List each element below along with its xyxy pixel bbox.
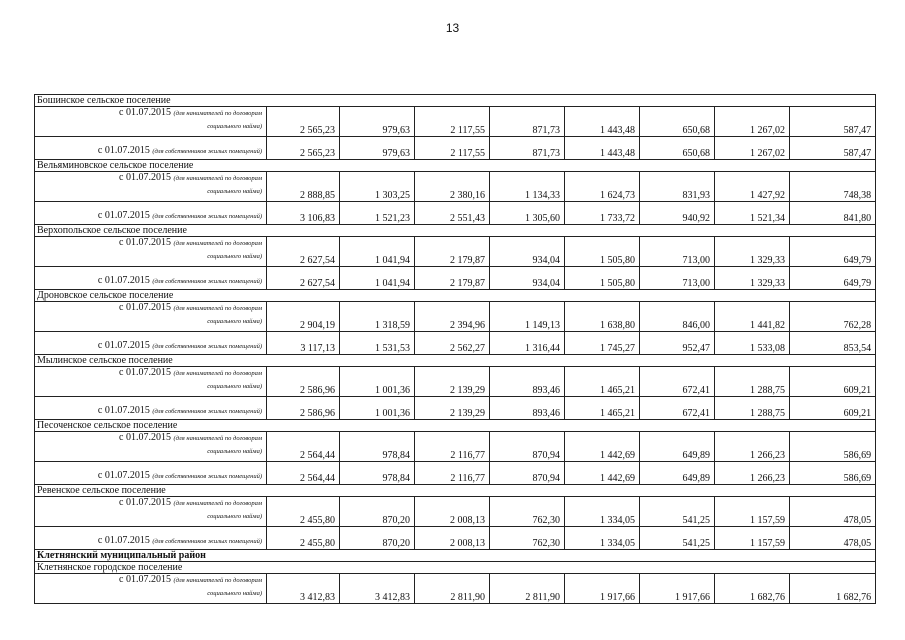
row-label-line-1 xyxy=(39,172,262,184)
table-row xyxy=(35,237,876,267)
row-note-2: социального найма) xyxy=(207,448,262,455)
table-row xyxy=(35,367,876,397)
section-name: Вельяминовское сельское поселение xyxy=(35,160,876,172)
value-cell: 841,80 xyxy=(790,202,876,225)
value-cell: 1 505,80 xyxy=(565,237,640,267)
value-cell: 2 394,96 xyxy=(415,302,490,332)
section-header-row xyxy=(35,95,876,107)
row-label xyxy=(35,332,267,355)
value-cell: 1 334,05 xyxy=(565,497,640,527)
value-cell: 1 157,59 xyxy=(715,497,790,527)
row-label xyxy=(35,497,267,527)
value-cell: 672,41 xyxy=(640,367,715,397)
value-cell: 478,05 xyxy=(790,497,876,527)
value-cell: 978,84 xyxy=(340,432,415,462)
value-cell: 2 179,87 xyxy=(415,267,490,290)
table-row xyxy=(35,432,876,462)
table-row xyxy=(35,462,876,485)
section-name: Верхопольское сельское поселение xyxy=(35,225,876,237)
table-row xyxy=(35,574,876,604)
section-name: Ревенское сельское поселение xyxy=(35,485,876,497)
row-note: (для нанимателей по договорам xyxy=(173,435,262,442)
value-cell: 3 117,13 xyxy=(267,332,340,355)
value-cell: 2 562,27 xyxy=(415,332,490,355)
row-label-line-1 xyxy=(39,302,262,314)
row-label xyxy=(35,202,267,225)
section-name: Мылинское сельское поселение xyxy=(35,355,876,367)
row-date: с 01.07.2015 xyxy=(119,367,171,378)
row-label xyxy=(35,107,267,137)
value-cell: 2 551,43 xyxy=(415,202,490,225)
row-note-2: социального найма) xyxy=(207,123,262,130)
value-cell: 2 811,90 xyxy=(415,574,490,604)
value-cell: 541,25 xyxy=(640,527,715,550)
row-label-line-1 xyxy=(39,497,262,509)
row-date: с 01.07.2015 xyxy=(119,497,171,508)
value-cell: 1 305,60 xyxy=(490,202,565,225)
value-cell: 2 627,54 xyxy=(267,267,340,290)
row-date: с 01.07.2015 xyxy=(97,535,150,546)
row-label xyxy=(35,397,267,420)
value-cell: 1 465,21 xyxy=(565,397,640,420)
value-cell: 1 531,53 xyxy=(340,332,415,355)
value-cell: 2 117,55 xyxy=(415,107,490,137)
row-note: (для нанимателей по договорам xyxy=(173,577,262,584)
value-cell: 1 917,66 xyxy=(565,574,640,604)
value-cell: 870,20 xyxy=(340,497,415,527)
value-cell: 2 116,77 xyxy=(415,462,490,485)
value-cell: 1 318,59 xyxy=(340,302,415,332)
section-header-row xyxy=(35,485,876,497)
value-cell: 1 465,21 xyxy=(565,367,640,397)
row-label xyxy=(35,527,267,550)
section-header-row xyxy=(35,562,876,574)
table-row xyxy=(35,267,876,290)
row-date: с 01.07.2015 xyxy=(97,405,150,416)
value-cell: 846,00 xyxy=(640,302,715,332)
section-header-row xyxy=(35,225,876,237)
value-cell: 3 412,83 xyxy=(340,574,415,604)
row-note: (для собственников жилых помещений) xyxy=(152,473,262,480)
table-row xyxy=(35,137,876,160)
value-cell: 1 533,08 xyxy=(715,332,790,355)
value-cell: 978,84 xyxy=(340,462,415,485)
value-cell: 649,79 xyxy=(790,267,876,290)
row-date: с 01.07.2015 xyxy=(97,210,150,221)
value-cell: 1 288,75 xyxy=(715,367,790,397)
row-note: (для нанимателей по договорам xyxy=(173,370,262,377)
row-note-2: социального найма) xyxy=(207,253,262,260)
row-note-2: социального найма) xyxy=(207,188,262,195)
value-cell: 1 733,72 xyxy=(565,202,640,225)
table-row xyxy=(35,172,876,202)
table-row xyxy=(35,497,876,527)
value-cell: 1 303,25 xyxy=(340,172,415,202)
row-date: с 01.07.2015 xyxy=(119,302,171,313)
section-name: Бошинское сельское поселение xyxy=(35,95,876,107)
tariff-table xyxy=(34,94,876,604)
row-date: с 01.07.2015 xyxy=(119,237,171,248)
row-note-2: социального найма) xyxy=(207,513,262,520)
value-cell: 934,04 xyxy=(490,237,565,267)
row-note-2: социального найма) xyxy=(207,590,262,597)
table-row xyxy=(35,332,876,355)
row-label-line-1 xyxy=(39,237,262,249)
value-cell: 1 041,94 xyxy=(340,237,415,267)
value-cell: 1 266,23 xyxy=(715,432,790,462)
value-cell: 1 443,48 xyxy=(565,137,640,160)
value-cell: 1 001,36 xyxy=(340,367,415,397)
row-note: (для собственников жилых помещений) xyxy=(152,408,262,415)
value-cell: 2 888,85 xyxy=(267,172,340,202)
value-cell: 649,79 xyxy=(790,237,876,267)
row-label xyxy=(35,432,267,462)
value-cell: 748,38 xyxy=(790,172,876,202)
value-cell: 672,41 xyxy=(640,397,715,420)
value-cell: 587,47 xyxy=(790,137,876,160)
value-cell: 713,00 xyxy=(640,237,715,267)
value-cell: 2 565,23 xyxy=(267,107,340,137)
row-label-line-1 xyxy=(39,574,262,586)
table-row xyxy=(35,107,876,137)
value-cell: 979,63 xyxy=(340,107,415,137)
value-cell: 2 811,90 xyxy=(490,574,565,604)
row-note: (для нанимателей по договорам xyxy=(173,500,262,507)
section-name: Клетнянское городское поселение xyxy=(35,562,876,574)
row-note-2: социального найма) xyxy=(207,383,262,390)
row-date: с 01.07.2015 xyxy=(97,340,150,351)
value-cell: 1 266,23 xyxy=(715,462,790,485)
row-label xyxy=(35,574,267,604)
value-cell: 934,04 xyxy=(490,267,565,290)
value-cell: 1 134,33 xyxy=(490,172,565,202)
value-cell: 1 745,27 xyxy=(565,332,640,355)
value-cell: 2 179,87 xyxy=(415,237,490,267)
value-cell: 650,68 xyxy=(640,137,715,160)
table-row xyxy=(35,527,876,550)
value-cell: 2 380,16 xyxy=(415,172,490,202)
row-note: (для собственников жилых помещений) xyxy=(152,538,262,545)
value-cell: 1 316,44 xyxy=(490,332,565,355)
table-row xyxy=(35,202,876,225)
row-note: (для собственников жилых помещений) xyxy=(152,343,262,350)
value-cell: 1 334,05 xyxy=(565,527,640,550)
row-label xyxy=(35,137,267,160)
value-cell: 478,05 xyxy=(790,527,876,550)
value-cell: 1 442,69 xyxy=(565,432,640,462)
value-cell: 650,68 xyxy=(640,107,715,137)
value-cell: 587,47 xyxy=(790,107,876,137)
value-cell: 853,54 xyxy=(790,332,876,355)
row-label-line-1 xyxy=(39,367,262,379)
value-cell: 762,30 xyxy=(490,497,565,527)
value-cell: 871,73 xyxy=(490,107,565,137)
row-label xyxy=(35,462,267,485)
table-row xyxy=(35,397,876,420)
row-note: (для нанимателей по договорам xyxy=(173,175,262,182)
value-cell: 2 627,54 xyxy=(267,237,340,267)
section-header-row xyxy=(35,550,876,562)
value-cell: 2 139,29 xyxy=(415,397,490,420)
row-note: (для нанимателей по договорам xyxy=(173,240,262,247)
value-cell: 2 117,55 xyxy=(415,137,490,160)
value-cell: 649,89 xyxy=(640,432,715,462)
value-cell: 1 917,66 xyxy=(640,574,715,604)
value-cell: 609,21 xyxy=(790,367,876,397)
value-cell: 2 564,44 xyxy=(267,432,340,462)
value-cell: 586,69 xyxy=(790,462,876,485)
value-cell: 979,63 xyxy=(340,137,415,160)
row-label xyxy=(35,367,267,397)
row-label xyxy=(35,267,267,290)
row-date: с 01.07.2015 xyxy=(119,172,171,183)
value-cell: 609,21 xyxy=(790,397,876,420)
value-cell: 870,94 xyxy=(490,432,565,462)
value-cell: 1 441,82 xyxy=(715,302,790,332)
row-label-line-1 xyxy=(39,107,262,119)
row-date: с 01.07.2015 xyxy=(119,107,171,118)
section-header-row xyxy=(35,160,876,172)
row-note: (для собственников жилых помещений) xyxy=(152,148,262,155)
value-cell: 1 157,59 xyxy=(715,527,790,550)
value-cell: 649,89 xyxy=(640,462,715,485)
value-cell: 1 682,76 xyxy=(715,574,790,604)
row-date: с 01.07.2015 xyxy=(119,432,171,443)
value-cell: 1 427,92 xyxy=(715,172,790,202)
value-cell: 2 564,44 xyxy=(267,462,340,485)
section-header-row xyxy=(35,355,876,367)
value-cell: 2 455,80 xyxy=(267,497,340,527)
value-cell: 1 442,69 xyxy=(565,462,640,485)
value-cell: 541,25 xyxy=(640,497,715,527)
row-date: с 01.07.2015 xyxy=(97,275,150,286)
value-cell: 586,69 xyxy=(790,432,876,462)
row-label xyxy=(35,302,267,332)
value-cell: 1 638,80 xyxy=(565,302,640,332)
value-cell: 893,46 xyxy=(490,397,565,420)
value-cell: 2 008,13 xyxy=(415,527,490,550)
value-cell: 3 106,83 xyxy=(267,202,340,225)
value-cell: 2 565,23 xyxy=(267,137,340,160)
value-cell: 1 521,34 xyxy=(715,202,790,225)
section-header-row xyxy=(35,420,876,432)
value-cell: 713,00 xyxy=(640,267,715,290)
value-cell: 1 505,80 xyxy=(565,267,640,290)
value-cell: 1 443,48 xyxy=(565,107,640,137)
value-cell: 2 455,80 xyxy=(267,527,340,550)
value-cell: 952,47 xyxy=(640,332,715,355)
value-cell: 1 267,02 xyxy=(715,137,790,160)
value-cell: 1 329,33 xyxy=(715,267,790,290)
row-label-line-1 xyxy=(39,432,262,444)
page-number: 13 xyxy=(445,21,460,35)
value-cell: 762,30 xyxy=(490,527,565,550)
row-note: (для собственников жилых помещений) xyxy=(152,278,262,285)
value-cell: 1 682,76 xyxy=(790,574,876,604)
value-cell: 2 586,96 xyxy=(267,397,340,420)
value-cell: 1 329,33 xyxy=(715,237,790,267)
value-cell: 870,94 xyxy=(490,462,565,485)
row-note: (для нанимателей по договорам xyxy=(173,110,262,117)
row-note: (для нанимателей по договорам xyxy=(173,305,262,312)
value-cell: 1 149,13 xyxy=(490,302,565,332)
value-cell: 2 904,19 xyxy=(267,302,340,332)
value-cell: 762,28 xyxy=(790,302,876,332)
row-date: с 01.07.2015 xyxy=(97,145,150,156)
section-name: Дроновское сельское поселение xyxy=(35,290,876,302)
row-note: (для собственников жилых помещений) xyxy=(152,213,262,220)
value-cell: 831,93 xyxy=(640,172,715,202)
section-name: Клетнянский муниципальный район xyxy=(35,550,876,562)
value-cell: 2 586,96 xyxy=(267,367,340,397)
row-label xyxy=(35,237,267,267)
value-cell: 2 116,77 xyxy=(415,432,490,462)
table-row xyxy=(35,302,876,332)
value-cell: 870,20 xyxy=(340,527,415,550)
value-cell: 3 412,83 xyxy=(267,574,340,604)
value-cell: 1 267,02 xyxy=(715,107,790,137)
value-cell: 1 041,94 xyxy=(340,267,415,290)
row-label xyxy=(35,172,267,202)
row-note-2: социального найма) xyxy=(207,318,262,325)
section-header-row xyxy=(35,290,876,302)
value-cell: 1 521,23 xyxy=(340,202,415,225)
section-name: Песоченское сельское поселение xyxy=(35,420,876,432)
value-cell: 2 008,13 xyxy=(415,497,490,527)
value-cell: 893,46 xyxy=(490,367,565,397)
row-date: с 01.07.2015 xyxy=(119,574,171,585)
value-cell: 940,92 xyxy=(640,202,715,225)
value-cell: 1 001,36 xyxy=(340,397,415,420)
value-cell: 1 288,75 xyxy=(715,397,790,420)
row-date: с 01.07.2015 xyxy=(97,470,150,481)
value-cell: 871,73 xyxy=(490,137,565,160)
value-cell: 1 624,73 xyxy=(565,172,640,202)
value-cell: 2 139,29 xyxy=(415,367,490,397)
